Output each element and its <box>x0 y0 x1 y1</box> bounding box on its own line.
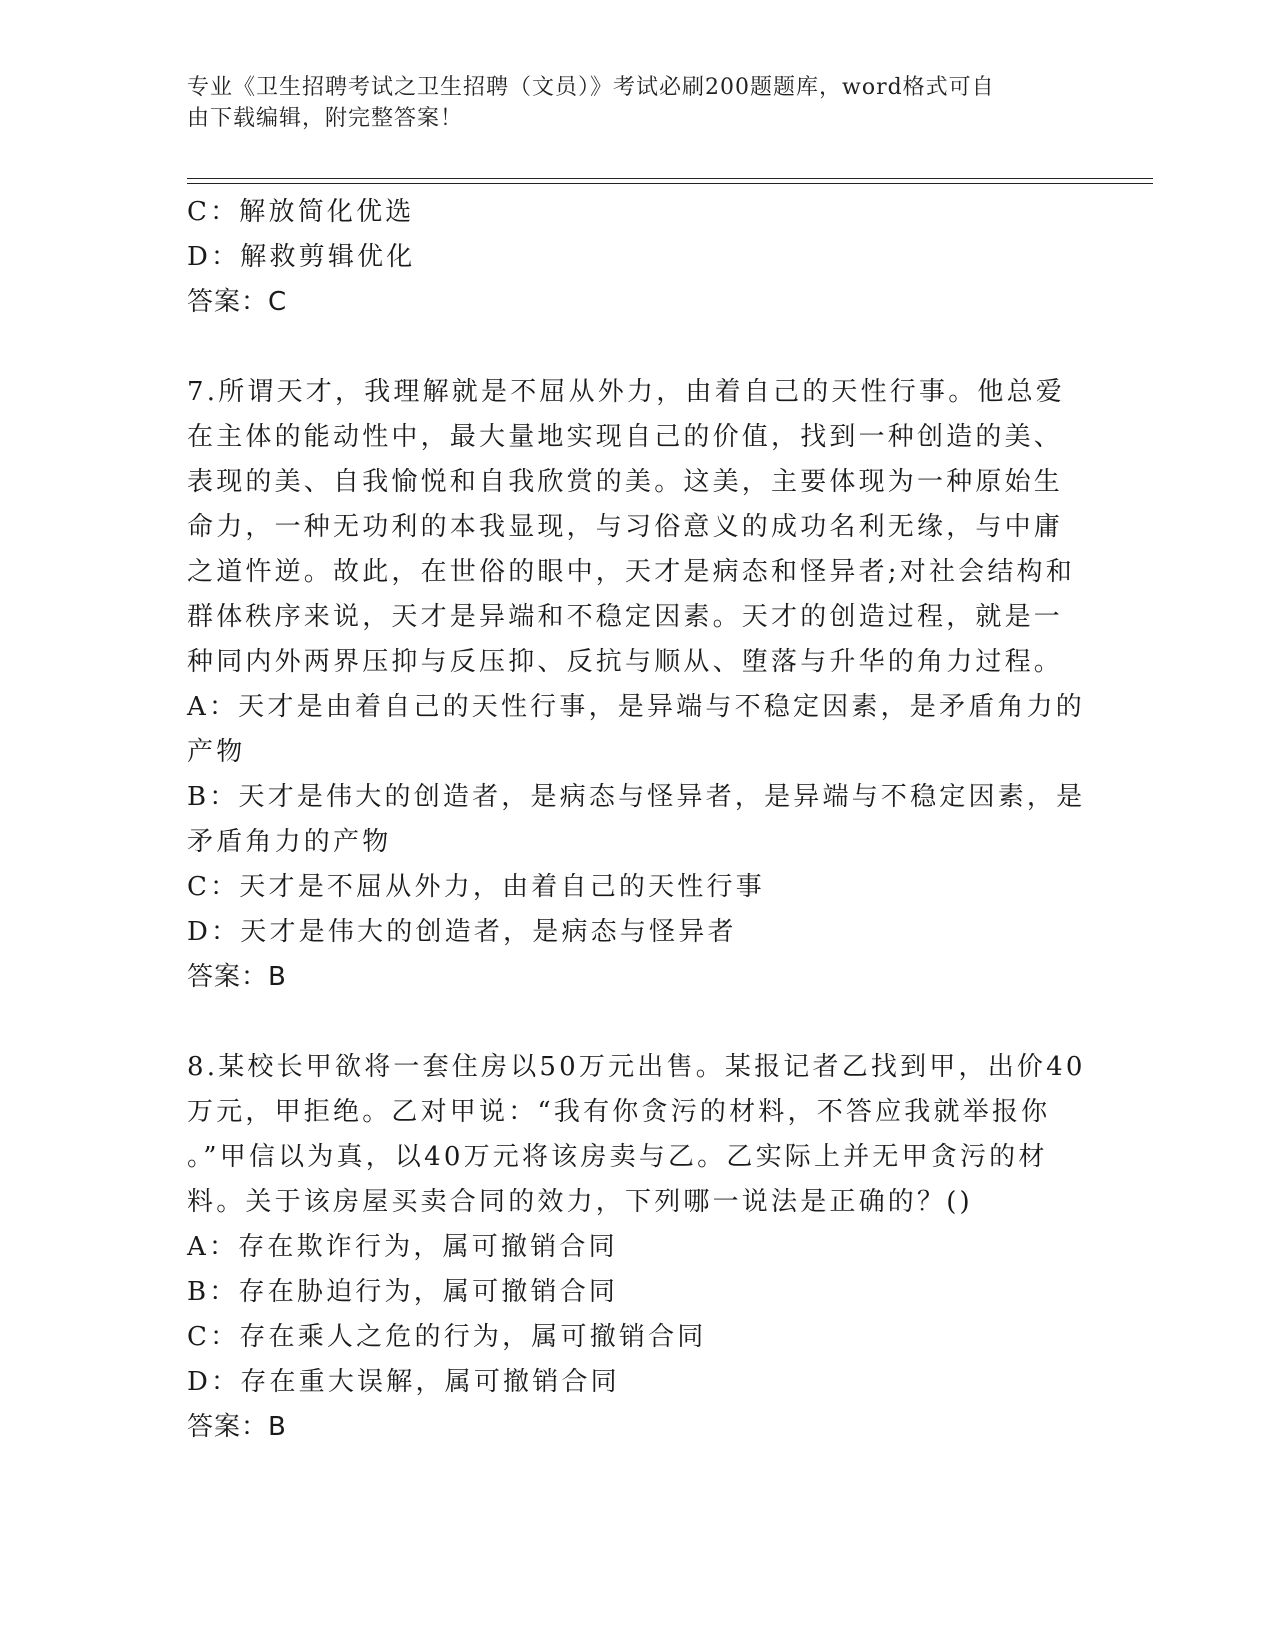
q8-stem-line: 料。关于该房屋买卖合同的效力，下列哪一说法是正确的？() <box>187 1187 973 1217</box>
q7-option-b-line: B：天才是伟大的创造者，是病态与怪异者，是异端与不稳定因素，是 <box>187 782 1086 812</box>
q7-stem-line: 在主体的能动性中，最大量地实现自己的价值，找到一种创造的美、 <box>187 422 1064 452</box>
spacer <box>187 1000 1087 1045</box>
q8-stem-line: 万元，甲拒绝。乙对甲说：“我有你贪污的材料，不答应我就举报你 <box>187 1097 1051 1127</box>
q7-option-a-line: 产物 <box>187 737 246 767</box>
prev-option-d: D：解救剪辑优化 <box>187 242 416 272</box>
q8-option-a: A：存在欺诈行为，属可撤销合同 <box>187 1232 618 1262</box>
q8-stem-line: 8.某校长甲欲将一套住房以50万元出售。某报记者乙找到甲，出价40 <box>187 1052 1086 1082</box>
q8-option-b: B：存在胁迫行为，属可撤销合同 <box>187 1277 619 1307</box>
q7-stem-line: 种同内外两界压抑与反压抑、反抗与顺从、堕落与升华的角力过程。 <box>187 647 1064 677</box>
header-line-2: 由下载编辑，附完整答案！ <box>187 106 464 131</box>
q7-stem-line: 表现的美、自我愉悦和自我欣赏的美。这美，主要体现为一种原始生 <box>187 467 1064 497</box>
question-7 <box>187 370 1087 1000</box>
q8-option-d: D：存在重大误解，属可撤销合同 <box>187 1367 620 1397</box>
q7-answer: 答案：B <box>187 962 287 992</box>
q8-answer: 答案：B <box>187 1412 287 1442</box>
q7-stem-line: 之道忤逆。故此，在世俗的眼中，天才是病态和怪异者;对社会结构和 <box>187 557 1075 587</box>
question-content <box>187 190 1087 1450</box>
header-line-1: 专业《卫生招聘考试之卫生招聘（文员）》考试必刷200题题库，word格式可自 <box>187 75 995 100</box>
q7-stem-line: 命力，一种无功利的本我显现，与习俗意义的成功名利无缘，与中庸 <box>187 512 1064 542</box>
prev-answer: 答案：C <box>187 287 288 317</box>
question-8 <box>187 1045 1087 1450</box>
q7-option-d: D：天才是伟大的创造者，是病态与怪异者 <box>187 917 737 947</box>
q8-option-c: C：存在乘人之危的行为，属可撤销合同 <box>187 1322 707 1352</box>
prev-option-c: C：解放简化优选 <box>187 197 415 227</box>
spacer <box>187 325 1087 370</box>
header-divider-top <box>187 178 1153 179</box>
document-header <box>187 72 1067 134</box>
q7-option-a-line: A：天才是由着自己的天性行事，是异端与不稳定因素，是矛盾角力的 <box>187 692 1085 722</box>
q7-stem-line: 7.所谓天才，我理解就是不屈从外力，由着自己的天性行事。他总爱 <box>187 377 1066 407</box>
header-divider-bottom <box>187 183 1153 184</box>
q7-option-b-line: 矛盾角力的产物 <box>187 827 392 857</box>
q8-stem-line: 。”甲信以为真，以40万元将该房卖与乙。乙实际上并无甲贪污的材 <box>187 1142 1048 1172</box>
q7-stem-line: 群体秩序来说，天才是异端和不稳定因素。天才的创造过程，就是一 <box>187 602 1064 632</box>
q7-option-c: C：天才是不屈从外力，由着自己的天性行事 <box>187 872 765 902</box>
